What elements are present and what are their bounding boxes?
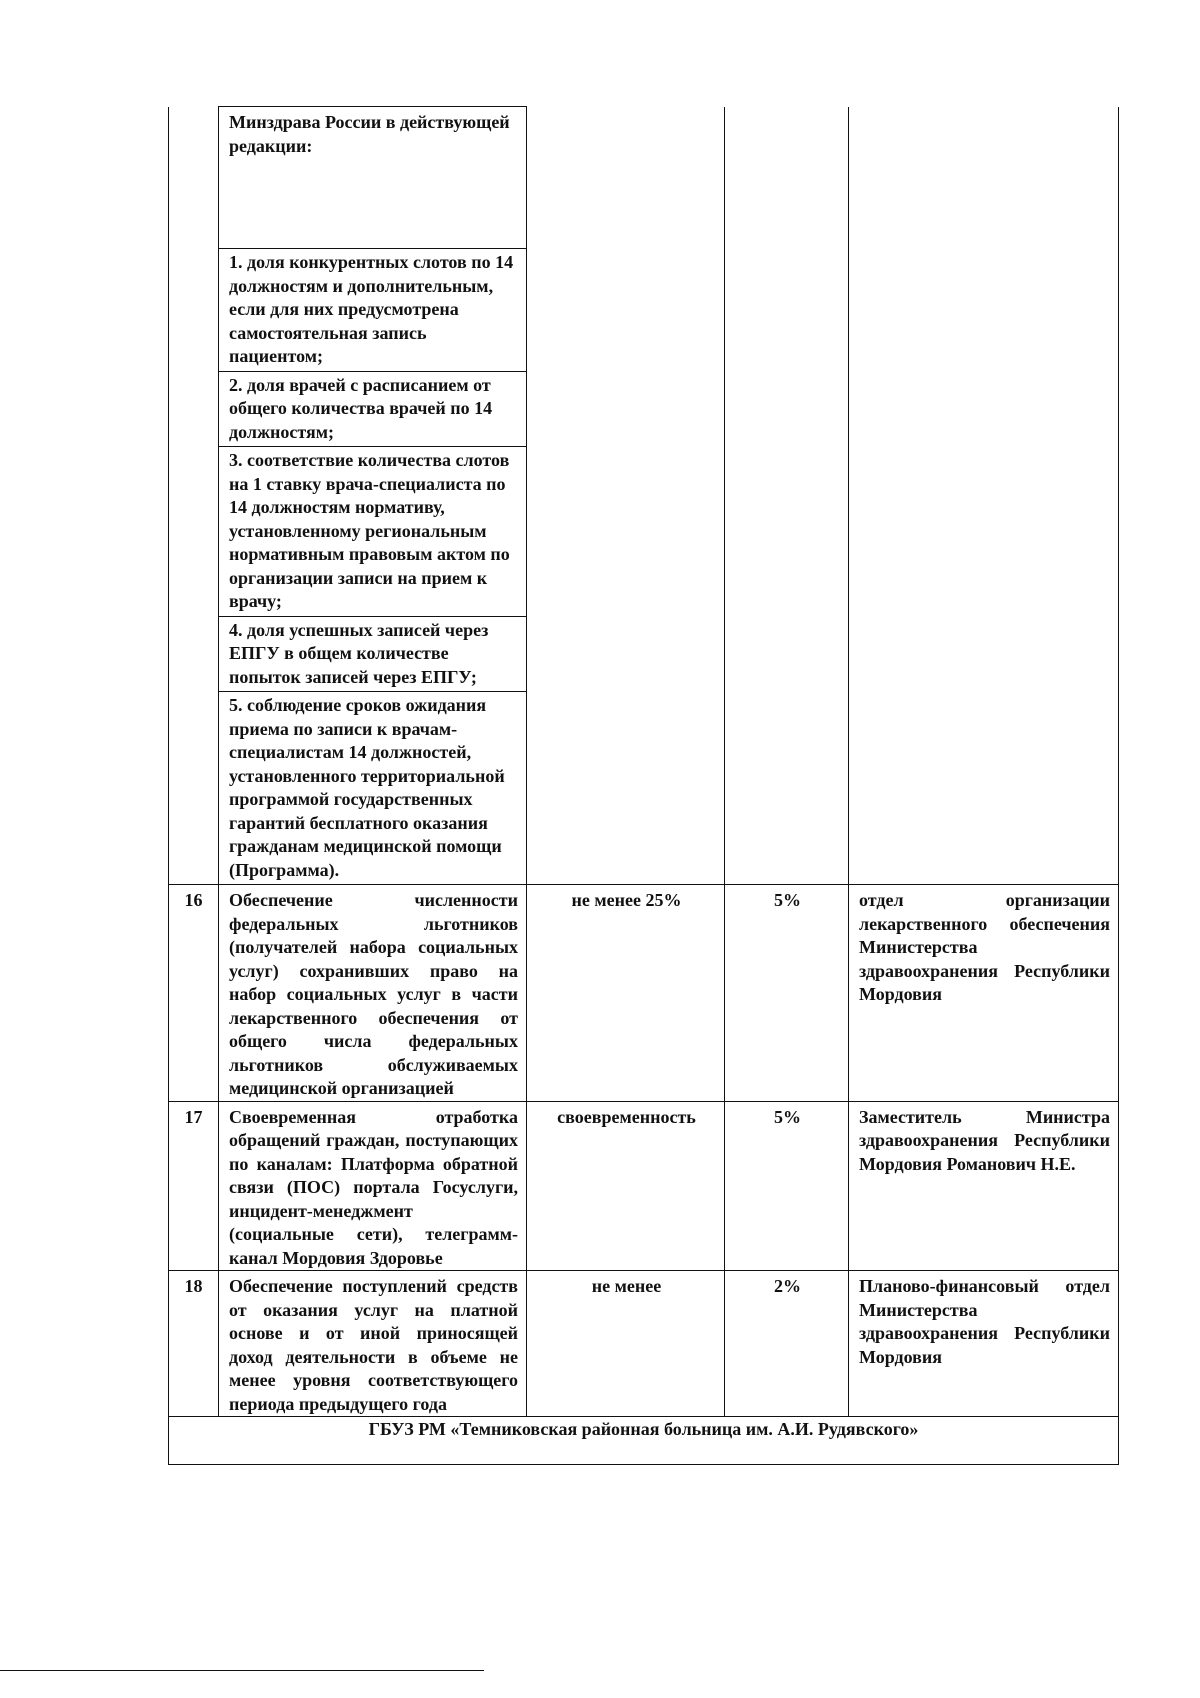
row-number: 17 [169, 1101, 219, 1271]
weight-value: 5% [725, 1101, 849, 1271]
sub-item-2: 2. доля врачей с расписанием от общего количества врачей по 14 должностям; [219, 371, 527, 447]
weight-value: 2% [725, 1271, 849, 1417]
sub-item-5: 5. соблюдение сроков ожидания приема по записи к врачам-специалистам 14 должностей, установленного территориальной программой государственных гарантий бесплатного оказания гражданам медицинской помощи (Программа). [219, 692, 527, 885]
target-value: не менее 25% [527, 885, 725, 1102]
weight-value: 5% [725, 885, 849, 1102]
row-number: 16 [169, 885, 219, 1102]
weight-cell-empty [725, 107, 849, 885]
target-value: не менее [527, 1271, 725, 1417]
indicator-text: Своевременная отработка обращений граждан, поступающих по каналам: Платформа обратной связи (ПОС) портала Госуслуги, инцидент-менеджмент (социальные сети), телеграмм-канал Мордовия Здоровье [219, 1101, 527, 1271]
responsible-cell-empty [849, 107, 1119, 885]
responsible-text: Заместитель Министра здравоохранения Республики Мордовия Романович Н.Е. [849, 1101, 1119, 1271]
indicators-table [168, 106, 1119, 1465]
sub-item-4: 4. доля успешных записей через ЕПГУ в общем количестве попыток записей через ЕПГУ; [219, 616, 527, 692]
organization-row [169, 1417, 1119, 1465]
table-row [169, 885, 1119, 1102]
responsible-text: отдел организации лекарственного обеспечения Министерства здравоохранения Республики Мордовия [849, 885, 1119, 1102]
row-number: 18 [169, 1271, 219, 1417]
num-cell-empty [169, 107, 219, 885]
responsible-text: Планово-финансовый отдел Министерства здравоохранения Республики Мордовия [849, 1271, 1119, 1417]
sub-item-1: 1. доля конкурентных слотов по 14 должностям и дополнительным, если для них предусмотрена самостоятельная запись пациентом; [219, 249, 527, 372]
sub-item-3: 3. соответствие количества слотов на 1 ставку врача-специалиста по 14 должностям нормативу, установленному региональным нормативным правовым актом по организации записи на прием к врачу; [219, 447, 527, 617]
table-row [169, 1271, 1119, 1417]
table-row [169, 1101, 1119, 1271]
organization-heading: ГБУЗ РМ «Темниковская районная больница им. А.И. Рудявского» [169, 1417, 1119, 1465]
intro-row [169, 107, 1119, 249]
indicator-text: Обеспечение численности федеральных льготников (получателей набора социальных услуг) сохранивших право на набор социальных услуг в части лекарственного обеспечения от общего числа федеральных льготников обслуживаемых медицинской организацией [219, 885, 527, 1102]
intro-text: Минздрава России в действующей редакции: [219, 107, 527, 249]
target-value: своевременность [527, 1101, 725, 1271]
value-cell-empty [527, 107, 725, 885]
footnote-divider [0, 1670, 484, 1671]
indicator-text: Обеспечение поступлений средств от оказания услуг на платной основе и от иной приносящей доход деятельности в объеме не менее уровня соответствующего периода предыдущего года [219, 1271, 527, 1417]
